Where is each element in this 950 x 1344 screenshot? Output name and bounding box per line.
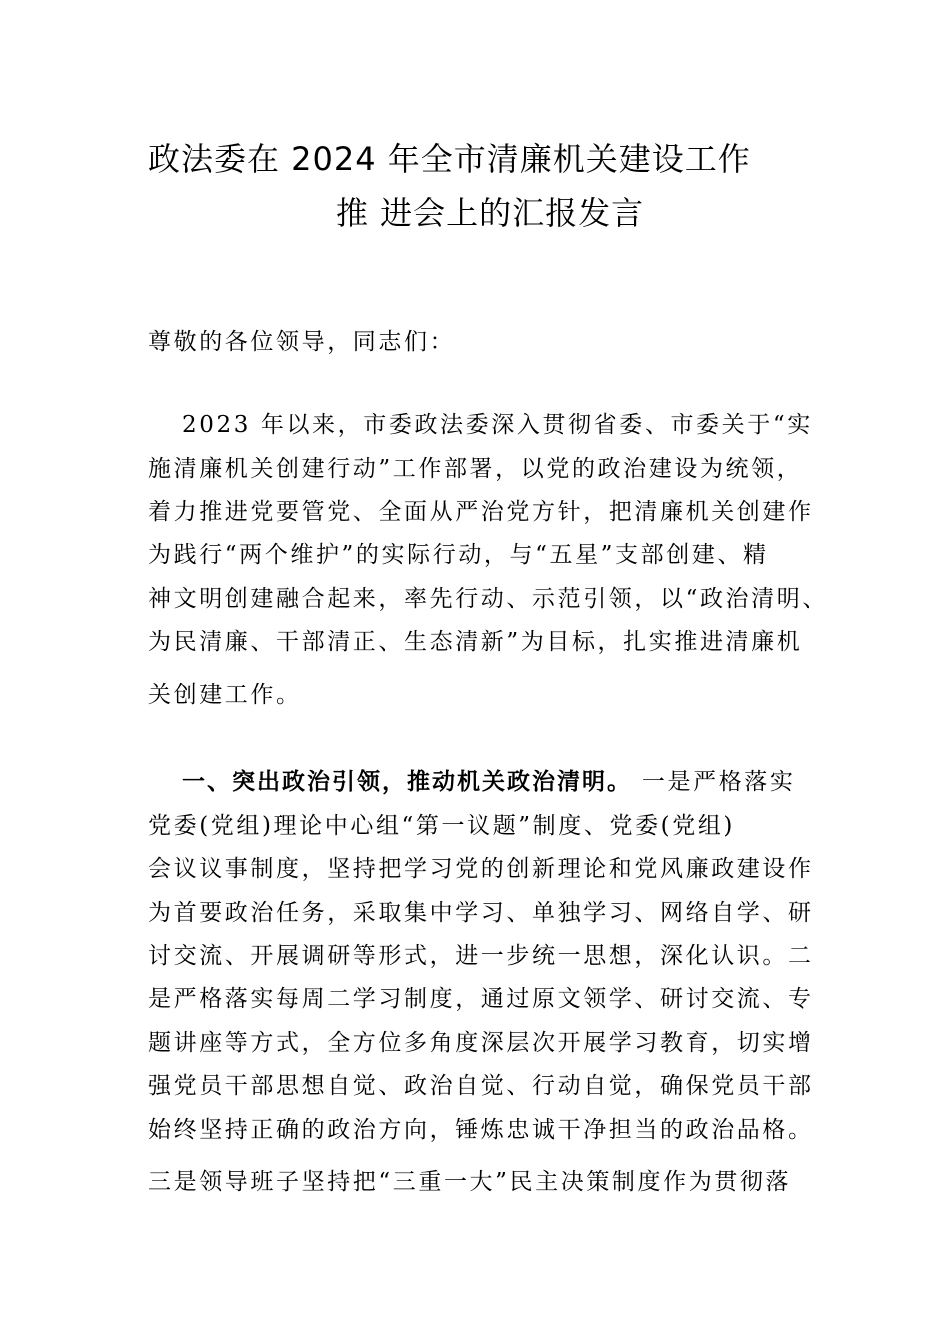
intro-line: 2023 年以来，市委政法委深入贯彻省委、市委关于“实 [182, 412, 813, 438]
document-title-line-1: 政法委在 2024 年全市清廉机关建设工作 [148, 140, 751, 178]
section-1-line: 题讲座等方式，全方位多角度深层次开展学习教育，切实增 [148, 1030, 814, 1056]
section-1-first-line [182, 767, 796, 797]
intro-line: 着力推进党要管党、全面从严治党方针，把清廉机关创建作 [148, 499, 814, 525]
intro-line: 施清廉机关创建行动”工作部署，以党的政治建设为统领， [148, 456, 803, 482]
intro-line: 关创建工作。 [148, 682, 302, 708]
intro-line: 为践行“两个维护”的实际行动，与“五星”支部创建、精 [148, 542, 769, 568]
section-1-heading: 一、突出政治引领，推动机关政治清明。 [182, 769, 632, 795]
section-1-line: 强党员干部思想自觉、政治自觉、行动自觉，确保党员干部 [148, 1073, 814, 1099]
section-1-first-line-text: 一是严格落实 [632, 769, 796, 795]
section-1-line: 是严格落实每周二学习制度，通过原文领学、研讨交流、专 [148, 986, 814, 1012]
intro-line: 为民清廉、干部清正、生态清新”为目标，扎实推进清廉机 [148, 629, 803, 655]
section-1-line: 党委(党组)理论中心组“第一议题”制度、党委(党组) [148, 813, 736, 839]
section-1-line: 为首要政治任务，采取集中学习、单独学习、网络自学、研 [148, 900, 814, 926]
section-1-line: 会议议事制度，坚持把学习党的创新理论和党风廉政建设作 [148, 856, 814, 882]
document-title-line-2: 推 进会上的汇报发言 [336, 194, 645, 232]
section-1-line: 始终坚持正确的政治方向，锤炼忠诚干净担当的政治品格。 [148, 1117, 814, 1143]
section-1-line: 讨交流、开展调研等形式，进一步统一思想，深化认识。二 [148, 943, 814, 969]
intro-line: 神文明创建融合起来，率先行动、示范引领，以“政治清明、 [148, 586, 828, 612]
salutation: 尊敬的各位领导，同志们： [148, 329, 456, 355]
section-1-line: 三是领导班子坚持把“三重一大”民主决策制度作为贯彻落 [148, 1169, 792, 1195]
